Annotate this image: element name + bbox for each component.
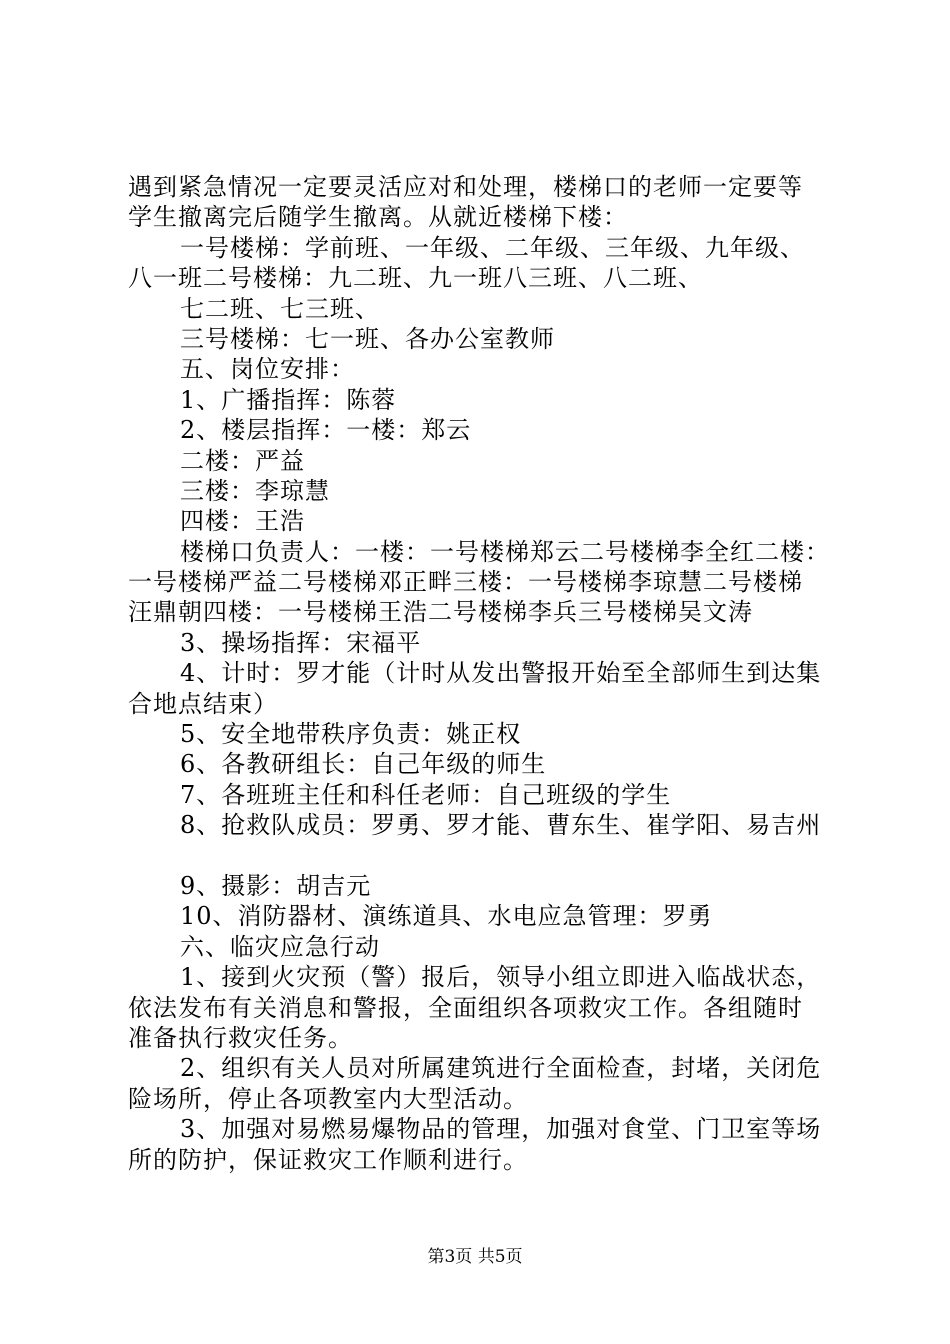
text-line: 5、安全地带秩序负责：姚正权 — [180, 720, 522, 749]
text-line: 所的防护，保证救灾工作顺利进行。 — [128, 1145, 528, 1174]
text-line: 一号楼梯严益二号楼梯邓正畔三楼：一号楼梯李琼慧二号楼梯 — [128, 568, 803, 597]
text-line: 八一班二号楼梯：九二班、九一班八三班、八二班、 — [128, 264, 703, 293]
text-line: 9、摄影：胡吉元 — [180, 871, 372, 900]
text-line: 1、广播指挥：陈蓉 — [180, 385, 397, 414]
text-line: 7、各班班主任和科任老师：自己班级的学生 — [180, 780, 672, 809]
text-line: 二楼：严益 — [180, 446, 305, 475]
text-line: 依法发布有关消息和警报，全面组织各项救灾工作。各组随时 — [128, 993, 803, 1022]
text-line: 汪鼎朝四楼：一号楼梯王浩二号楼梯李兵三号楼梯吴文涛 — [128, 598, 753, 627]
text-line: 合地点结束） — [128, 689, 278, 718]
text-line: 4、计时：罗才能（计时从发出警报开始至全部师生到达集 — [180, 659, 822, 688]
text-line: 三楼：李琼慧 — [180, 476, 330, 505]
text-line: 8、抢救队成员：罗勇、罗才能、曹东生、崔学阳、易吉州 — [180, 811, 822, 840]
text-line: 6、各教研组长：自己年级的师生 — [180, 750, 547, 779]
text-line: 三号楼梯：七一班、各办公室教师 — [180, 324, 555, 353]
section-heading: 五、岗位安排： — [180, 355, 355, 384]
text-line: 七二班、七三班、 — [180, 294, 380, 323]
text-line: 10、消防器材、演练道具、水电应急管理：罗勇 — [180, 902, 713, 931]
text-line: 四楼：王浩 — [180, 507, 305, 536]
text-line: 1、接到火灾预（警）报后，领导小组立即进入临战状态， — [180, 963, 822, 992]
section-heading: 六、临灾应急行动 — [180, 932, 380, 961]
text-line: 准备执行救灾任务。 — [128, 1023, 353, 1052]
page-footer: 第3页 共5页 — [427, 1247, 523, 1267]
text-line: 3、加强对易燃易爆物品的管理，加强对食堂、门卫室等场 — [180, 1115, 822, 1144]
text-line: 学生撤离完后随学生撤离。从就近楼梯下楼： — [128, 203, 628, 232]
text-line: 险场所，停止各项教室内大型活动。 — [128, 1084, 528, 1113]
text-line: 3、操场指挥：宋福平 — [180, 628, 422, 657]
text-line: 2、楼层指挥：一楼：郑云 — [180, 416, 472, 445]
text-line: 一号楼梯：学前班、一年级、二年级、三年级、九年级、 — [180, 233, 805, 262]
document-body — [128, 172, 828, 1175]
blank-line — [128, 841, 828, 871]
text-line: 2、组织有关人员对所属建筑进行全面检查，封堵，关闭危 — [180, 1054, 822, 1083]
text-line: 楼梯口负责人：一楼：一号楼梯郑云二号楼梯李全红二楼： — [180, 537, 830, 566]
text-line: 遇到紧急情况一定要灵活应对和处理，楼梯口的老师一定要等 — [128, 173, 803, 201]
